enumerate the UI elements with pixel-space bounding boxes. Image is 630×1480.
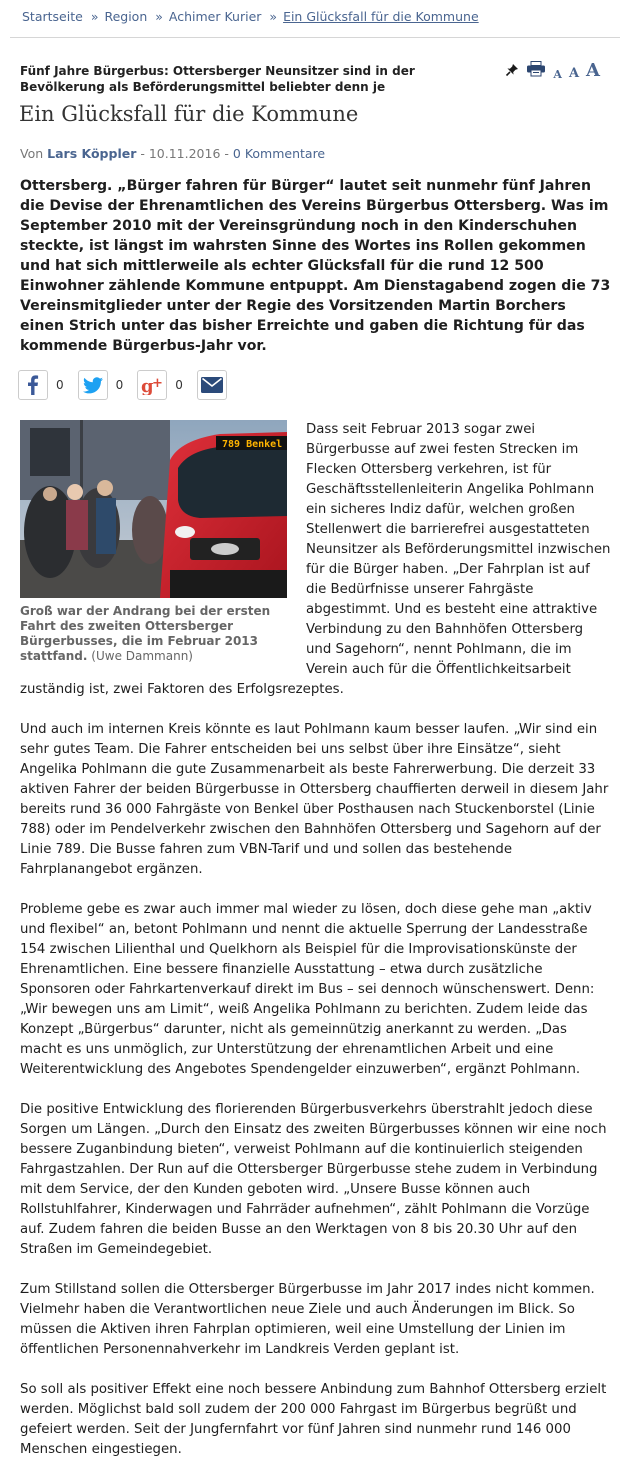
article-paragraph: Probleme gebe es zwar auch immer mal wieder zu lösen, doch diese gehe man „aktiv und flexibel“ an, betont Pohlmann und nennt die aktuelle Sperrung der Landesstraße 154 zwischen Lilienthal und Quelkhorn als Beispiel für die Improvisationskünste der Ehrenamtlichen. Eine bessere finanzielle Ausstattung – etwa durch zusätzliche Sponsoren oder Fahrkartenverkauf direkt im Bus – sei dennoch wünschenswert. Denn: „Wir bewegen uns am Limit“, weiß Angelika Pohlmann zu berichten. Zudem leide das Konzept „Bürgerbus“ darunter, nicht als gemeinnützig anerkannt zu werden. „Das macht es uns unmöglich, zur Unterstützung der ehrenamtlichen Arbeit und eine Weiterentwicklung des Angebotes Spendengelder einzuwerben“, ergänzt Pohlmann. xyxy=(20,902,595,1077)
social-share-bar xyxy=(18,370,227,400)
print-icon[interactable] xyxy=(526,61,546,81)
article-lead: Ottersberg. „Bürger fahren für Bürger“ lautet seit nunmehr fünf Jahren die Devise der Ehrenamtlichen des Vereins Bürgerbus Ottersberg. Was im September 2010 mit der Vereinsgründung noch in den Kinderschuhen steckte, ist längst im wahrsten Sinne des Wortes ins Rollen gekommen und hat sich mittlerweile als echter Glücksfall für die rund 12 500 Einwohner zählende Kommune entpuppt. Am Dienstagabend zogen die 73 Vereinsmitglieder unter der Regie des Vorsitzenden Martin Borchers einen Strich unter das bisher Erreichte und gaben die Richtung für das kommende Bürgerbus-Jahr vor. xyxy=(20,178,611,354)
article-photo[interactable] xyxy=(20,420,287,598)
font-size-medium-button[interactable]: A xyxy=(568,66,580,81)
article-paragraph: Und auch im internen Kreis könnte es laut Pohlmann kaum besser laufen. „Wir sind ein sehr gutes Team. Die Fahrer entscheiden bei uns selbst über ihre Einsätze“, sieht Angelika Pohlmann die gute Zusammenarbeit als beste Fahrerwerbung. Die derzeit 33 aktiven Fahrer der beiden Bürgerbusse in Ottersberg chauffierten derweil in diesem Jahr bereits rund 36 000 Fahrgäste von Benkel über Posthausen nach Stuckenborstel (Linie 788) oder im Pendelverkehr zwischen den Bahnhöfen Ottersberg und Sagehorn auf der Linie 789. Die Busse fahren zum VBN-Tarif und und sollen das bestehende Fahrplanangebot ergänzen. xyxy=(20,722,609,877)
article-byline xyxy=(20,146,325,161)
breadcrumb-achimer-kurier[interactable]: Achimer Kurier xyxy=(168,9,262,24)
article-paragraph: So soll als positiver Effekt eine noch bessere Anbindung zum Bahnhof Ottersberg erzielt werden. Möglichst bald soll zudem der 200 000 Fahrgast im Bürgerbus begrüßt und gefeiert werden. Seit der Jungfernfahrt vor fünf Jahren sind nunmehr rund 146 000 Menschen eingestiegen. xyxy=(20,1382,607,1457)
breadcrumb-separator: » xyxy=(90,9,99,24)
mail-icon xyxy=(201,377,223,393)
breadcrumb-separator: » xyxy=(269,9,278,24)
photo-credit: (Uwe Dammann) xyxy=(91,649,193,663)
twitter-icon xyxy=(83,377,103,394)
svg-text:g: g xyxy=(141,376,154,395)
article-body xyxy=(20,420,612,1480)
googleplus-share-count: 0 xyxy=(175,378,183,392)
photo-caption-text: Groß war der Andrang bei der ersten Fahrt des zweiten Ottersberger Bürgerbusses, die im Februar 2013 stattfand. xyxy=(20,604,271,663)
article-paragraph: Dass seit Februar 2013 sogar zwei Bürgerbusse auf zwei festen Strecken im Flecken Ottersberg verkehren, ist für Geschäftsstellenleiterin Angelika Pohlmann ein sicheres Indiz dafür, welchen großen Stellenwert die barrierefrei ausgestatteten Neunsitzer als Beförderungsmittel inzwischen für die Bürger haben. „Der Fahrplan ist auf die Bedürfnisse unserer Fahrgäste abgestimmt. Und es besteht eine attraktive Verbindung zu den Bahnhöfen Ottersberg und Sagehorn“, nennt Pohlmann, die im Verein auch für die Öffentlichkeitsarbeit zuständig ist, zwei Faktoren des Erfolgsrezeptes. xyxy=(20,422,611,697)
byline-prefix: Von xyxy=(20,146,44,161)
email-share-button[interactable] xyxy=(197,370,227,400)
author-link[interactable]: Lars Köppler xyxy=(47,146,137,161)
article-tools xyxy=(505,60,600,81)
breadcrumb-region[interactable]: Region xyxy=(104,9,148,24)
article-kicker: Fünf Jahre Bürgerbus: Ottersberger Neunsitzer sind in der Bevölkerung als Beförderungsmittel beliebter denn je xyxy=(20,64,415,94)
facebook-icon xyxy=(24,375,42,395)
font-size-large-button[interactable]: A xyxy=(586,60,600,81)
article-date: - 10.11.2016 - xyxy=(140,146,229,161)
bus-destination-sign: 789 Benkel xyxy=(222,439,283,450)
article-paragraph: Zum Stillstand sollen die Ottersberger Bürgerbusse im Jahr 2017 indes nicht kommen. Vielmehr haben die Verantwortlichen neue Ziele und auch Änderungen im Blick. So müssen die Aktiven ihren Fahrplan optimieren, weil eine Umstellung der Linien im öffentlichen Personennahverkehr im Landkreis Verden geplant ist. xyxy=(20,1282,595,1357)
breadcrumb-home[interactable]: Startseite xyxy=(22,9,83,24)
article-paragraph: Die positive Entwicklung des florierenden Bürgerbusverkehrs überstrahlt jedoch diese Sorgen um Längen. „Durch den Einsatz des zweiten Bürgerbusses können wir eine noch bessere Zuganbindung bieten“, verweist Pohlmann auf die kontinuierlich steigenden Fahrgastzahlen. Der Run auf die Ottersberger Bürgerbusse stehe zudem in Verbindung mit dem Service, der den Kunden geboten wird. „Unsere Busse können auch Rollstuhlfahrer, Kinderwagen und Fahrräder aufnehmen“, zählt Pohlmann die Vorzüge auf. Zudem fahren die beiden Busse an den Werktagen von 8 bis 20.30 Uhr auf den Straßen im Gemeindegebiet. xyxy=(20,1102,607,1257)
breadcrumb-current-article[interactable]: Ein Glücksfall für die Kommune xyxy=(283,9,479,24)
breadcrumb xyxy=(22,9,479,24)
article-title: Ein Glücksfall für die Kommune xyxy=(19,102,359,126)
pin-icon[interactable] xyxy=(505,62,519,81)
font-size-small-button[interactable]: A xyxy=(553,68,562,81)
breadcrumb-separator: » xyxy=(155,9,163,24)
twitter-share-count: 0 xyxy=(115,378,124,392)
twitter-share-button[interactable] xyxy=(78,370,108,400)
breadcrumb-divider xyxy=(10,37,620,38)
photo-caption xyxy=(20,604,288,664)
googleplus-icon xyxy=(141,375,163,395)
facebook-share-button[interactable] xyxy=(18,370,48,400)
article-figure xyxy=(20,420,288,664)
svg-text:+: + xyxy=(152,376,164,391)
googleplus-share-button[interactable] xyxy=(137,370,167,400)
comments-link[interactable]: 0 Kommentare xyxy=(232,146,326,161)
facebook-share-count: 0 xyxy=(56,378,64,392)
